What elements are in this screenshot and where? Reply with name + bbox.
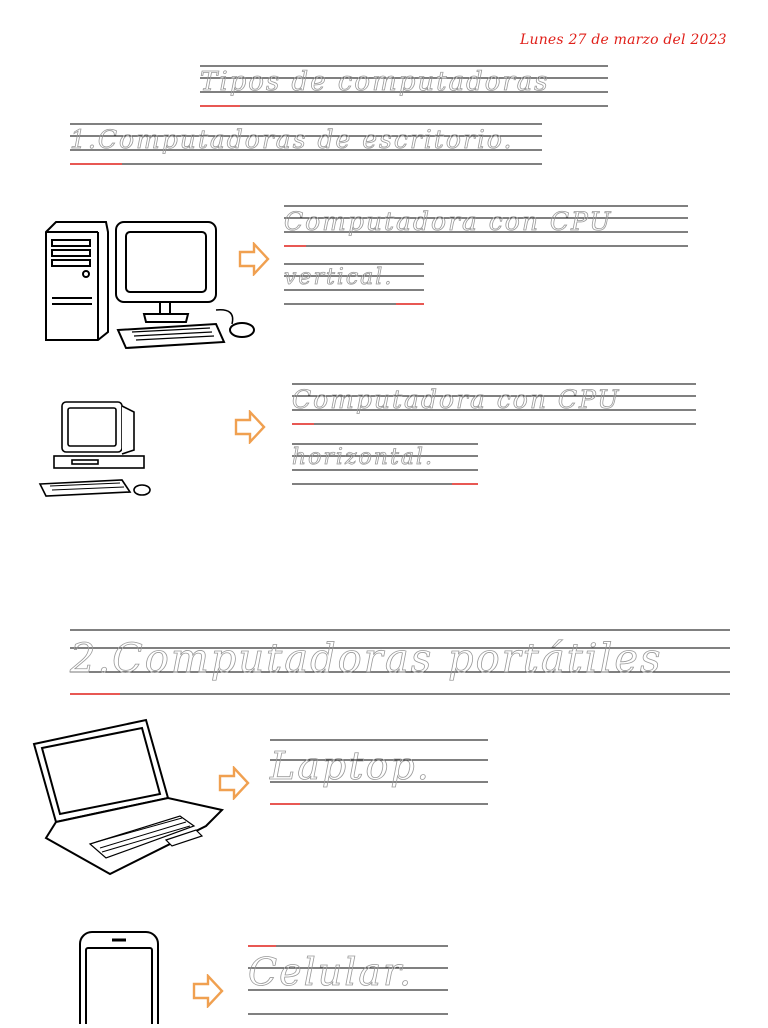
item2-line1-writing-lines (292, 382, 696, 426)
arrow-right-icon (238, 242, 270, 280)
cellphone-image (78, 930, 162, 1024)
desktop-tower-computer-image (36, 212, 262, 362)
item4-trace: Celular. (248, 950, 414, 994)
item2-line1-trace: Computadora con CPU (292, 385, 621, 414)
item2-line2-writing-lines (292, 442, 478, 486)
item1-line2-writing-lines (284, 262, 424, 306)
item1-line1-trace: Computadora con CPU (284, 207, 613, 236)
item1-line2-trace: vertical. (284, 265, 394, 290)
laptop-image (30, 716, 226, 886)
section2-heading: 2.Computadoras portátiles (70, 636, 663, 682)
item3-writing-lines (270, 738, 488, 806)
date-text: Lunes 27 de marzo del 2023 (520, 32, 727, 48)
section1-writing-lines (70, 122, 542, 166)
item3-trace: Laptop. (270, 744, 431, 788)
item4-writing-lines (248, 944, 448, 1022)
arrow-right-icon (234, 410, 266, 448)
item1-line1-writing-lines (284, 204, 688, 248)
section2-writing-lines (70, 628, 730, 696)
arrow-right-icon (218, 766, 250, 804)
arrow-right-icon (192, 974, 224, 1012)
item2-line2-trace: horizontal. (292, 445, 434, 470)
desktop-horizontal-computer-image (36, 398, 166, 500)
section1-heading: 1.Computadoras de escritorio. (70, 125, 514, 154)
title-trace: Tipos de computadoras (200, 67, 550, 97)
title-writing-lines (200, 64, 608, 108)
